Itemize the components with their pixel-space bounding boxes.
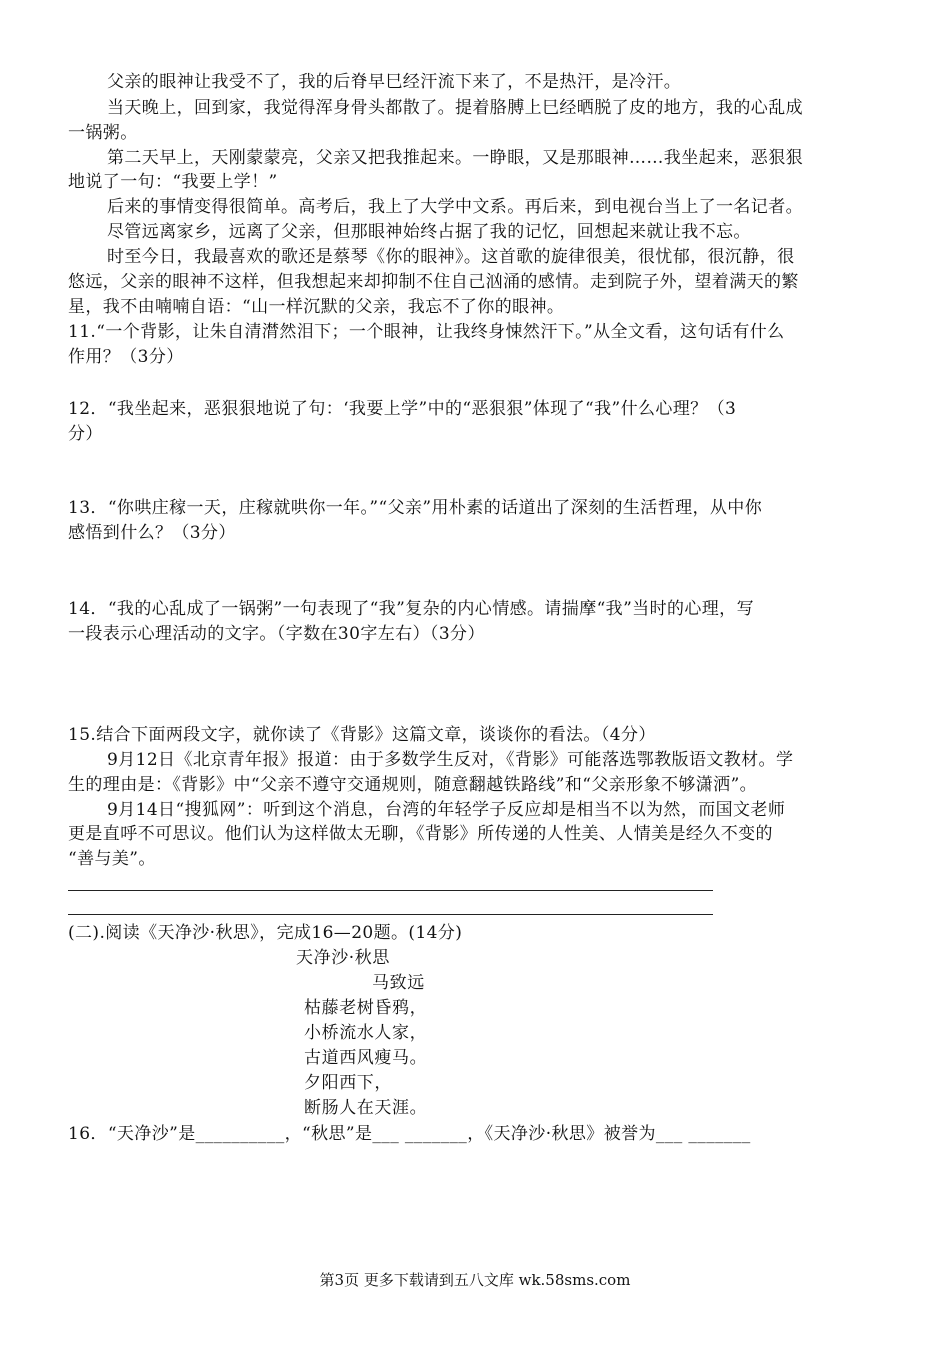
question-15-para: 9月12日《北京青年报》报道：由于多数学生反对，《背影》可能落选鄂教版语文教材。学	[107, 750, 794, 770]
question-13-cont: 感悟到什么？（3分）	[68, 523, 236, 543]
passage-line: 父亲的眼神让我受不了，我的后脊早巳经汗流下来了，不是热汗，是冷汗。	[107, 72, 682, 92]
question-15-para: 更是直呼不可思议。他们认为这样做太无聊，《背影》所传递的人性美、人情美是经久不变的	[68, 824, 773, 844]
question-11: 11.“一个背影，让朱自清潸然泪下；一个眼神，让我终身悚然汗下。”从全文看，这句话有什么	[68, 322, 785, 342]
poem-line: 古道西风瘦马。	[304, 1048, 428, 1068]
question-14: 14．“我的心乱成了一锅粥”一句表现了“我”复杂的内心情感。请揣摩“我”当时的心理，写	[68, 599, 754, 619]
question-13: 13．“你哄庄稼一天，庄稼就哄你一年。”“父亲”用朴素的话道出了深刻的生活哲理，从中你	[68, 498, 763, 518]
section-heading: (二).阅读《天净沙·秋思》，完成16—20题。(14分)	[68, 923, 463, 943]
question-15-para: “善与美”。	[68, 849, 156, 869]
poem-line: 夕阳西下，	[304, 1073, 392, 1093]
question-15-para: 生的理由是：《背影》中“父亲不遵守交通规则，随意翻越铁路线”和“父亲形象不够潇洒”。	[68, 775, 758, 795]
page-footer: 第3页 更多下载请到五八文库 wk.58sms.com	[319, 1271, 631, 1289]
poem-line: 断肠人在天涯。	[304, 1098, 428, 1118]
passage-line: 一锅粥。	[68, 123, 138, 143]
answer-line[interactable]	[68, 914, 713, 915]
passage-line: 时至今日，我最喜欢的歌还是蔡琴《你的眼神》。这首歌的旋律很美，很忧郁，很沉静，很	[107, 247, 795, 267]
question-15: 15.结合下面两段文字，就你读了《背影》这篇文章，谈谈你的看法。（4分）	[68, 725, 656, 745]
answer-line[interactable]	[68, 890, 713, 891]
passage-line: 第二天早上，天刚蒙蒙亮，父亲又把我推起来。一睁眼，又是那眼神……我坐起来，恶狠狠	[107, 148, 803, 168]
question-16: 16．“天净沙”是__________，“秋思”是___ _______，《天净沙·秋思》被誉为___ _______	[68, 1124, 751, 1144]
poem-author: 马致远	[372, 973, 425, 993]
poem-line: 枯藤老树昏鸦，	[304, 998, 428, 1018]
passage-line: 后来的事情变得很简单。高考后，我上了大学中文系。再后来，到电视台当上了一名记者。	[107, 197, 803, 217]
passage-line: 星，我不由喃喃自语：“山一样沉默的父亲，我忘不了你的眼神。	[68, 297, 565, 317]
question-12: 12．“我坐起来，恶狠狠地说了句：‘我要上学”中的“恶狠狠”体现了“我”什么心理？（3	[68, 399, 737, 419]
question-14-cont: 一段表示心理活动的文字。（字数在30字左右）（3分）	[68, 624, 485, 644]
passage-line: 当天晚上，回到家，我觉得浑身骨头都散了。提着胳膊上巳经晒脱了皮的地方，我的心乱成	[107, 98, 803, 118]
question-12-cont: 分）	[68, 424, 103, 444]
poem-line: 小桥流水人家，	[304, 1023, 428, 1043]
passage-line: 悠远，父亲的眼神不这样，但我想起来却抑制不住自己汹涌的感情。走到院子外，望着满天的繁	[68, 272, 799, 292]
question-11-cont: 作用？（3分）	[68, 347, 184, 367]
passage-line: 尽管远离家乡，远离了父亲，但那眼神始终占据了我的记忆，回想起来就让我不忘。	[107, 222, 751, 242]
question-15-para: 9月14日“搜狐网”：听到这个消息，台湾的年轻学子反应却是相当不以为然，而国文老师	[107, 800, 786, 820]
passage-line: 地说了一句：“我要上学！”	[68, 172, 278, 192]
poem-title: 天净沙·秋思	[296, 948, 391, 968]
